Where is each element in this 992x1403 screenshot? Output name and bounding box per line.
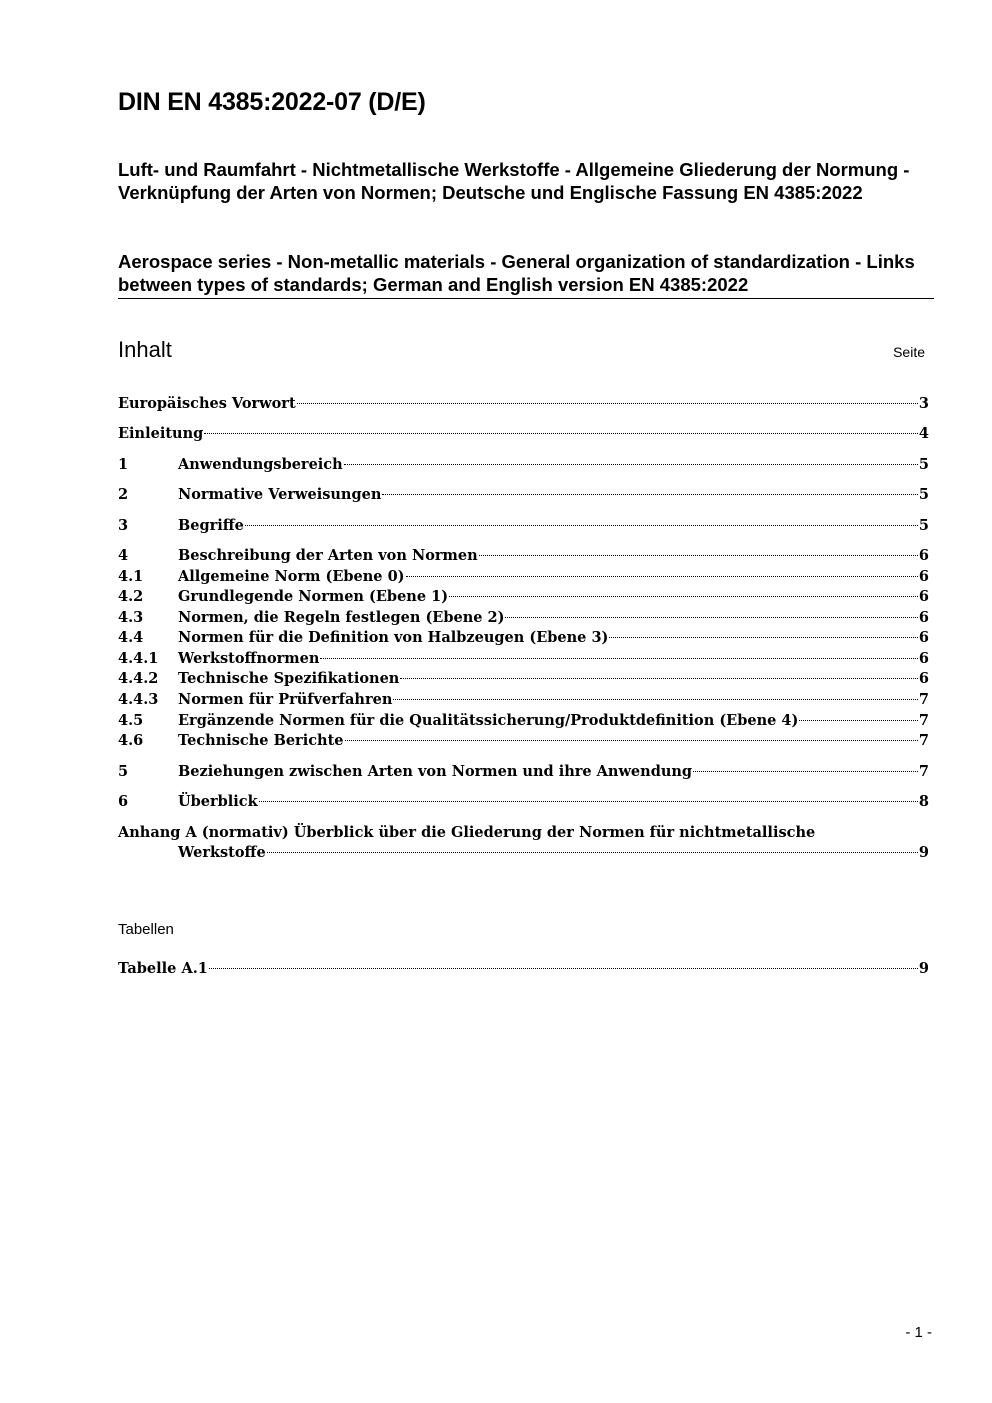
toc-entry-number: 1 (118, 456, 129, 473)
toc-entry-number: 4.4 (118, 629, 144, 646)
toc-entry[interactable] (118, 792, 929, 812)
toc-entry-title: Beziehungen zwischen Arten von Normen und ihre Anwendung (178, 763, 693, 780)
toc-leader (259, 801, 918, 802)
toc-entry[interactable] (118, 628, 929, 648)
toc-entry[interactable] (118, 711, 929, 731)
toc-annex-page: 9 (918, 844, 929, 861)
toc-entry-title: Begriffe (178, 517, 244, 534)
toc-leader (449, 596, 918, 597)
toc-entry[interactable] (118, 690, 929, 710)
toc-annex-title-line2: Werkstoffe (178, 844, 266, 861)
title-german: Luft- und Raumfahrt - Nichtmetallische Werkstoffe - Allgemeine Gliederung der Normung - Verknüpfung der Arten von Normen; Deutsche und Englische Fassung EN 4385:2022 (118, 159, 910, 203)
toc-leader (345, 740, 918, 741)
table-list-entry-page: 9 (918, 960, 929, 977)
toc-entry-number: 6 (118, 793, 129, 810)
toc-leader (400, 678, 918, 679)
toc-leader (479, 555, 918, 556)
toc-entry[interactable] (118, 762, 929, 782)
toc-entry[interactable] (118, 731, 929, 751)
toc-entry-title: Beschreibung der Arten von Normen (178, 547, 478, 564)
toc-entry-number: 4.3 (118, 609, 144, 626)
toc-entry-number: 4.4.2 (118, 670, 159, 687)
toc-leader (344, 464, 918, 465)
toc-entry-page: 5 (918, 517, 929, 534)
toc-entry-title: Europäisches Vorwort (118, 395, 296, 412)
toc-entry-page: 6 (918, 609, 929, 626)
toc-leader (406, 576, 918, 577)
toc-entry-title: Normen für Prüfverfahren (178, 691, 393, 708)
toc-leader (245, 525, 918, 526)
toc-leader (505, 617, 917, 618)
toc-leader (382, 494, 918, 495)
toc-leader (204, 433, 918, 434)
toc-entry-page: 7 (918, 763, 929, 780)
toc-entry-title: Ergänzende Normen für die Qualitätssicherung/Produktdefinition (Ebene 4) (178, 712, 799, 729)
document-id: DIN EN 4385:2022-07 (D/E) (118, 88, 426, 116)
toc-leader (320, 658, 917, 659)
toc-entry-page: 7 (918, 712, 929, 729)
toc-entry-title: Anwendungsbereich (178, 456, 343, 473)
tables-heading: Tabellen (118, 921, 174, 938)
toc-heading: Inhalt (118, 337, 172, 362)
toc-entry-page: 8 (918, 793, 929, 810)
toc-leader (297, 403, 918, 404)
toc-entry[interactable] (118, 608, 929, 628)
toc-entry[interactable] (118, 424, 929, 444)
toc-entry[interactable] (118, 587, 929, 607)
toc-entry-page: 6 (918, 568, 929, 585)
toc-leader (267, 852, 918, 853)
toc-entry[interactable] (118, 394, 929, 414)
toc-leader (209, 968, 918, 969)
toc-leader (609, 637, 918, 638)
toc-entry[interactable] (118, 567, 929, 587)
toc-entry-title: Einleitung (118, 425, 204, 442)
toc-entry-title: Technische Berichte (178, 732, 344, 749)
page-number: - 1 - (905, 1324, 932, 1341)
toc-entry-title: Normen für die Definition von Halbzeugen (Ebene 3) (178, 629, 609, 646)
toc-entry-title: Grundlegende Normen (Ebene 1) (178, 588, 449, 605)
toc-entry-page: 5 (918, 486, 929, 503)
toc-entry-page: 5 (918, 456, 929, 473)
toc-entry-title: Normen, die Regeln festlegen (Ebene 2) (178, 609, 505, 626)
toc-entry-page: 6 (918, 629, 929, 646)
toc-entry-number: 5 (118, 763, 129, 780)
toc-entry-page: 3 (918, 395, 929, 412)
toc-page-label: Seite (893, 344, 925, 360)
toc-entry-number: 4.4.1 (118, 650, 159, 667)
toc-entry-page: 4 (918, 425, 929, 442)
toc-entry[interactable] (118, 669, 929, 689)
toc-entry-title: Technische Spezifikationen (178, 670, 400, 687)
toc-entry-title: Normative Verweisungen (178, 486, 382, 503)
toc-entry[interactable] (118, 516, 929, 536)
table-list-entry-title: Tabelle A.1 (118, 960, 208, 977)
toc-entry-page: 7 (918, 732, 929, 749)
toc-entry[interactable] (118, 455, 929, 475)
toc-entry-title: Allgemeine Norm (Ebene 0) (178, 568, 405, 585)
table-list-entry[interactable] (118, 959, 929, 979)
toc-entry-page: 6 (918, 588, 929, 605)
toc-annex-title: Überblick über die Gliederung der Normen für nichtmetallische (293, 824, 816, 841)
toc-entry-page: 6 (918, 547, 929, 564)
toc-entry-number: 4 (118, 547, 129, 564)
toc-leader (393, 699, 918, 700)
toc-entry-number: 4.6 (118, 732, 144, 749)
toc-entry-number: 2 (118, 486, 129, 503)
toc-entry-title: Überblick (178, 793, 258, 810)
toc-leader (799, 720, 918, 721)
toc-entry-page: 6 (918, 650, 929, 667)
toc-entry[interactable] (118, 546, 929, 566)
toc-entry-number: 4.5 (118, 712, 144, 729)
toc-annex-entry[interactable] (118, 823, 815, 843)
toc-entry[interactable] (118, 485, 929, 505)
toc-annex-entry-continuation[interactable] (118, 843, 929, 863)
toc-entry-number: 3 (118, 517, 129, 534)
toc-annex-label: Anhang A (normativ) (118, 824, 289, 841)
toc-entry-page: 7 (918, 691, 929, 708)
toc-leader (693, 771, 918, 772)
toc-entry-number: 4.2 (118, 588, 144, 605)
toc-entry-page: 6 (918, 670, 929, 687)
toc-entry[interactable] (118, 649, 929, 669)
toc-entry-title: Werkstoffnormen (178, 650, 320, 667)
toc-entry-number: 4.4.3 (118, 691, 159, 708)
toc-entry-number: 4.1 (118, 568, 144, 585)
title-english: Aerospace series - Non-metallic materials - General organization of standardization - Links between types of standards; German and English version EN 4385:2022 (118, 250, 934, 299)
